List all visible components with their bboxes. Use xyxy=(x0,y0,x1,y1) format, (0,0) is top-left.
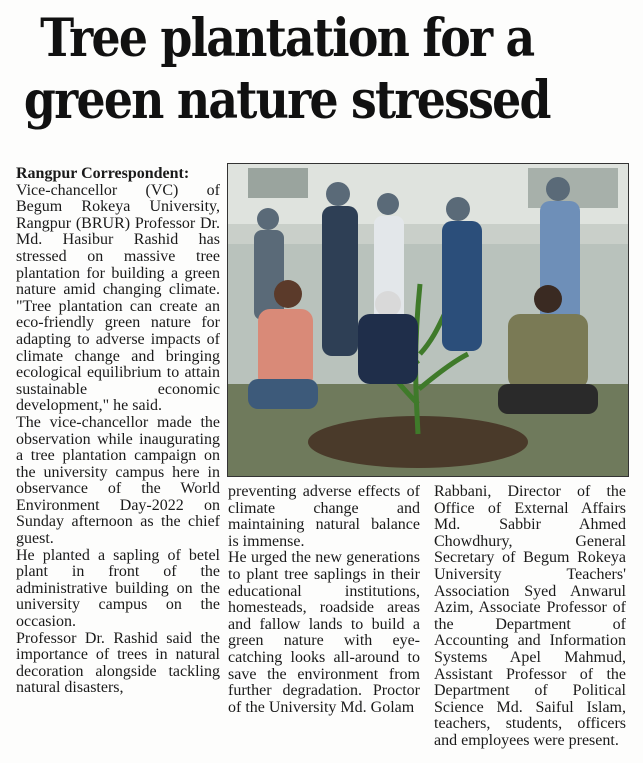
article-column-1 xyxy=(16,166,220,697)
article-column-2 xyxy=(228,484,420,716)
tree-planting-photo xyxy=(228,164,628,476)
paragraph-6: He urged the new generations to plant tree saplings in their educational institutions, homesteads, roadside areas and fallow lands to build a green nature with eye-catching looks all-around to save the environment from further degradation. Proctor of the University Md. Golam xyxy=(228,549,420,716)
paragraph-3: He planted a sapling of betel plant in front of the administrative building on the university campus on the occasion. xyxy=(16,546,220,631)
paragraph-5: preventing adverse effects of climate change and maintaining natural balance is immense. xyxy=(228,483,420,550)
paragraph-7: Rabbani, Director of the Office of External Affairs Md. Sabbir Ahmed Chowdhury, General Secretary of Begum Rokeya University Teachers' Association Syed Anwarul Azim, Associate Professor of the Department of Accounting and Information Systems Apel Mahmud, Assistant Professor of the Department of Political Science Md. Saiful Islam, teachers, students, officers and employees were present. xyxy=(434,483,626,749)
paragraph-4: Professor Dr. Rashid said the importance of trees in natural decoration alongside tackling natural disasters, xyxy=(16,629,220,697)
article-column-3 xyxy=(434,484,626,750)
paragraph-1: Vice-chancellor (VC) of Begum Rokeya University, Rangpur (BRUR) Professor Dr. Md. Hasibur Rashid has stressed on massive tree plantation for building a green nature amid changing climate. "Tree plantation can create an eco-friendly green nature for adapting to adverse impacts of climate change and bringing ecological equilibrium to attain sustainable economic development," he said. xyxy=(16,181,220,415)
paragraph-2: The vice-chancellor made the observation while inaugurating a tree plantation campaign on the university campus here in observance of the World Environment Day-2022 on Sunday afternoon as the chief guest. xyxy=(16,413,220,548)
byline: Rangpur Correspondent: xyxy=(16,165,190,182)
headline-line-1: Tree plantation for a xyxy=(40,8,534,69)
headline-line-2: green nature stressed xyxy=(23,70,550,131)
headline xyxy=(14,8,560,132)
news-photo xyxy=(227,163,629,477)
